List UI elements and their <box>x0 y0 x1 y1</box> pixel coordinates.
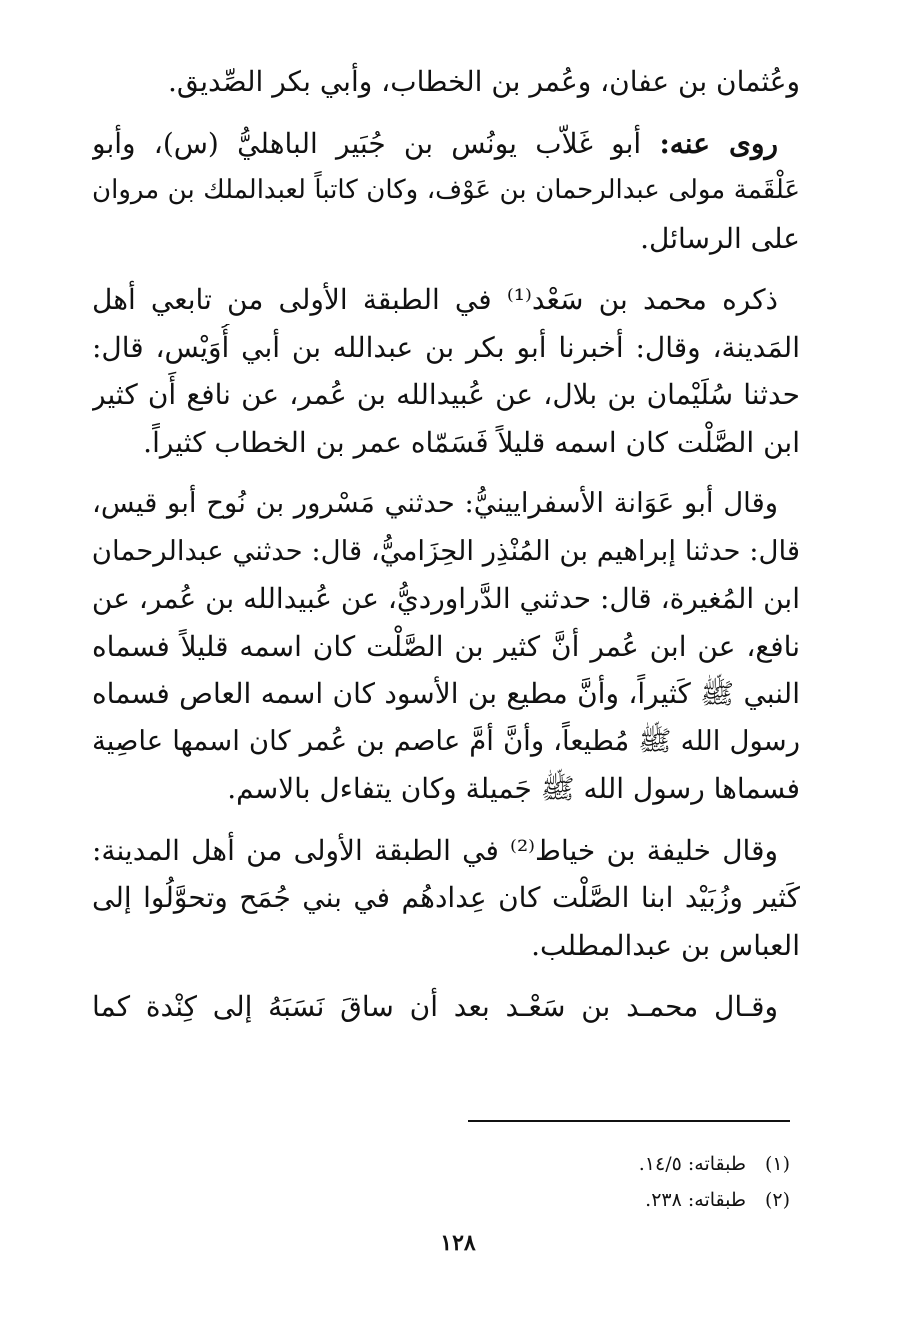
text-line: رسول الله ﷺ مُطيعاً، وأنَّ أمَّ عاصم بن عُمر كان اسمها عاصِية <box>92 724 800 757</box>
text-line: النبي ﷺ كَثيراً، وأنَّ مطيع بن الأسود كان اسمه العاص فسماه <box>92 677 800 710</box>
text-line: روى عنه: أبو غَلاّب يونُس بن جُبَير الباهليُّ (س)، وأبو <box>92 126 778 160</box>
page-number: ١٢٨ <box>440 1230 476 1256</box>
text-line: ابن الصَّلْت كان اسمه قليلاً فَسَمّاه عمر بن الخطاب كثيراً. <box>143 425 800 459</box>
text-line: ذكره محمد بن سَعْد⁽¹⁾ في الطبقة الأولى من تابعي أهل <box>92 283 778 316</box>
text-line: نافع، عن ابن عُمر أنَّ كثير بن الصَّلْت كان اسمه قليلاً فسماه <box>92 629 800 663</box>
footnote-text: طبقاته: ٢٣٨. <box>645 1189 746 1211</box>
footnote-number: (٢) <box>764 1189 790 1211</box>
narrators-label: روى عنه: <box>659 126 778 160</box>
text-line: ابن المُغيرة، قال: حدثني الدَّراورديُّ، عن عُبيدالله بن عُمر، عن <box>92 582 800 615</box>
text-line: كَثير وزُبَيْد ابنا الصَّلْت كان عِدادهُم في بني جُمَح وتحوَّلُوا إلى <box>92 881 800 914</box>
footnote-number: (١) <box>764 1153 790 1175</box>
text-line: وقال خليفة بن خياط⁽²⁾ في الطبقة الأولى من أهل المدينة: <box>92 833 778 867</box>
footnote-divider <box>468 1120 790 1122</box>
text-line: وقـال محمـد بن سَعْـد بعد أن ساقَ نَسَبَهُ إلى كِنْدة كما <box>92 990 778 1023</box>
footnote <box>92 1182 800 1218</box>
text-line: فسماها رسول الله ﷺ جَميلة وكان يتفاءل بالاسم. <box>227 772 800 805</box>
text-line: المَدينة، وقال: أخبرنا أبو بكر بن عبدالله بن أبي أُوَيْس، قال: <box>92 330 800 364</box>
text-line: قال: حدثنا إبراهيم بن المُنْذِر الحِزَاميُّ، قال: حدثني عبدالرحمان <box>92 534 800 567</box>
page-body <box>92 58 800 1031</box>
footnote <box>92 1146 800 1182</box>
footnotes <box>92 1146 800 1218</box>
text-line: حدثنا سُلَيْمان بن بلال، عن عُبيدالله بن عُمر، عن نافع أَن كثير <box>92 378 800 411</box>
text-line: عَلْقَمة مولى عبدالرحمان بن عَوْف، وكان كاتباً لعبدالملك بن مروان <box>92 175 800 205</box>
footnote-text: طبقاته: ١٤/٥. <box>638 1153 746 1175</box>
text-line: وعُثمان بن عفان، وعُمر بن الخطاب، وأبي بكر الصِّديق. <box>168 65 800 98</box>
text-line: وقال أبو عَوَانة الأسفرايينيُّ: حدثني مَسْرور بن نُوح أبو قيس، <box>92 487 778 519</box>
text-line: على الرسائل. <box>640 221 800 255</box>
text-line: العباس بن عبدالمطلب. <box>531 928 800 962</box>
